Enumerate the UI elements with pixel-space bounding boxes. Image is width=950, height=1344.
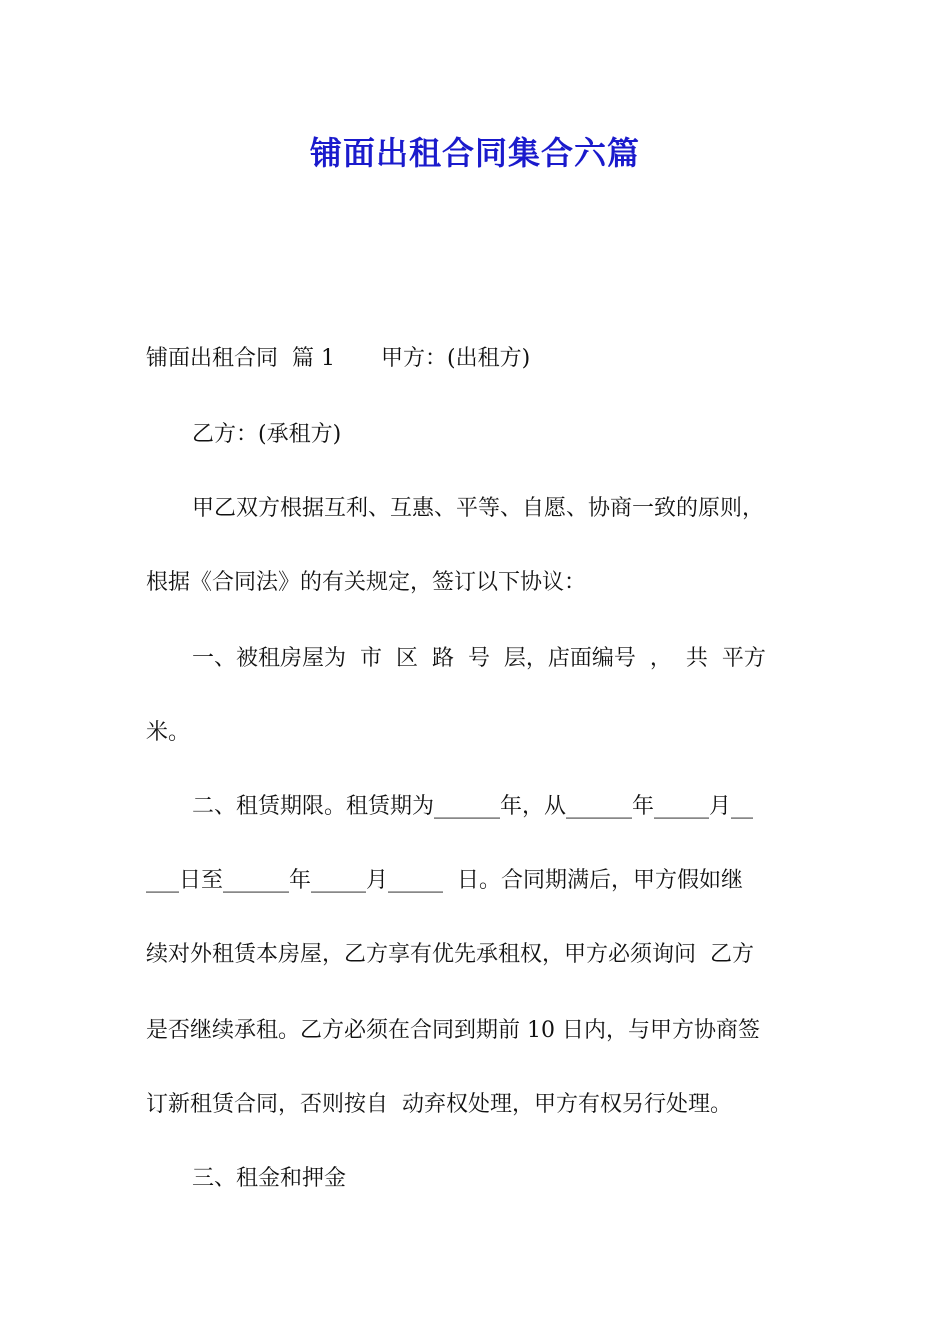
party-a-label: 甲方：(出租方) — [380, 346, 531, 371]
paragraph-line: 米。 — [146, 720, 191, 745]
paragraph-line: 一、被租房屋为 市 区 路 号 层，店面编号 ， 共 平方 — [192, 646, 766, 671]
paragraph-line: ___日至______年_____月_____ 日。合同期满后，甲方假如继 — [146, 868, 743, 893]
paragraph-line: 订新租赁合同，否则按自 动弃权处理，甲方有权另行处理。 — [146, 1092, 732, 1117]
section-heading: 三、租金和押金 — [192, 1166, 347, 1191]
document-title: 铺面出租合同集合六篇 — [309, 134, 640, 172]
contract-section-label: 铺面出租合同 篇 1 — [146, 346, 335, 371]
paragraph-line: 续对外租赁本房屋，乙方享有优先承租权，甲方必须询问 乙方 — [146, 942, 754, 967]
paragraph-line: 是否继续承租。乙方必须在合同到期前 10 日内，与甲方协商签 — [146, 1018, 760, 1043]
paragraph-line: 甲乙双方根据互利、互惠、平等、自愿、协商一致的原则， — [192, 496, 765, 521]
contract-heading-line — [146, 344, 816, 374]
party-b-line: 乙方：(承租方) — [192, 422, 342, 447]
paragraph-line: 二、租赁期限。租赁期为______年，从______年_____月__ — [192, 794, 754, 819]
paragraph-line: 根据《合同法》的有关规定，签订以下协议： — [146, 570, 587, 595]
